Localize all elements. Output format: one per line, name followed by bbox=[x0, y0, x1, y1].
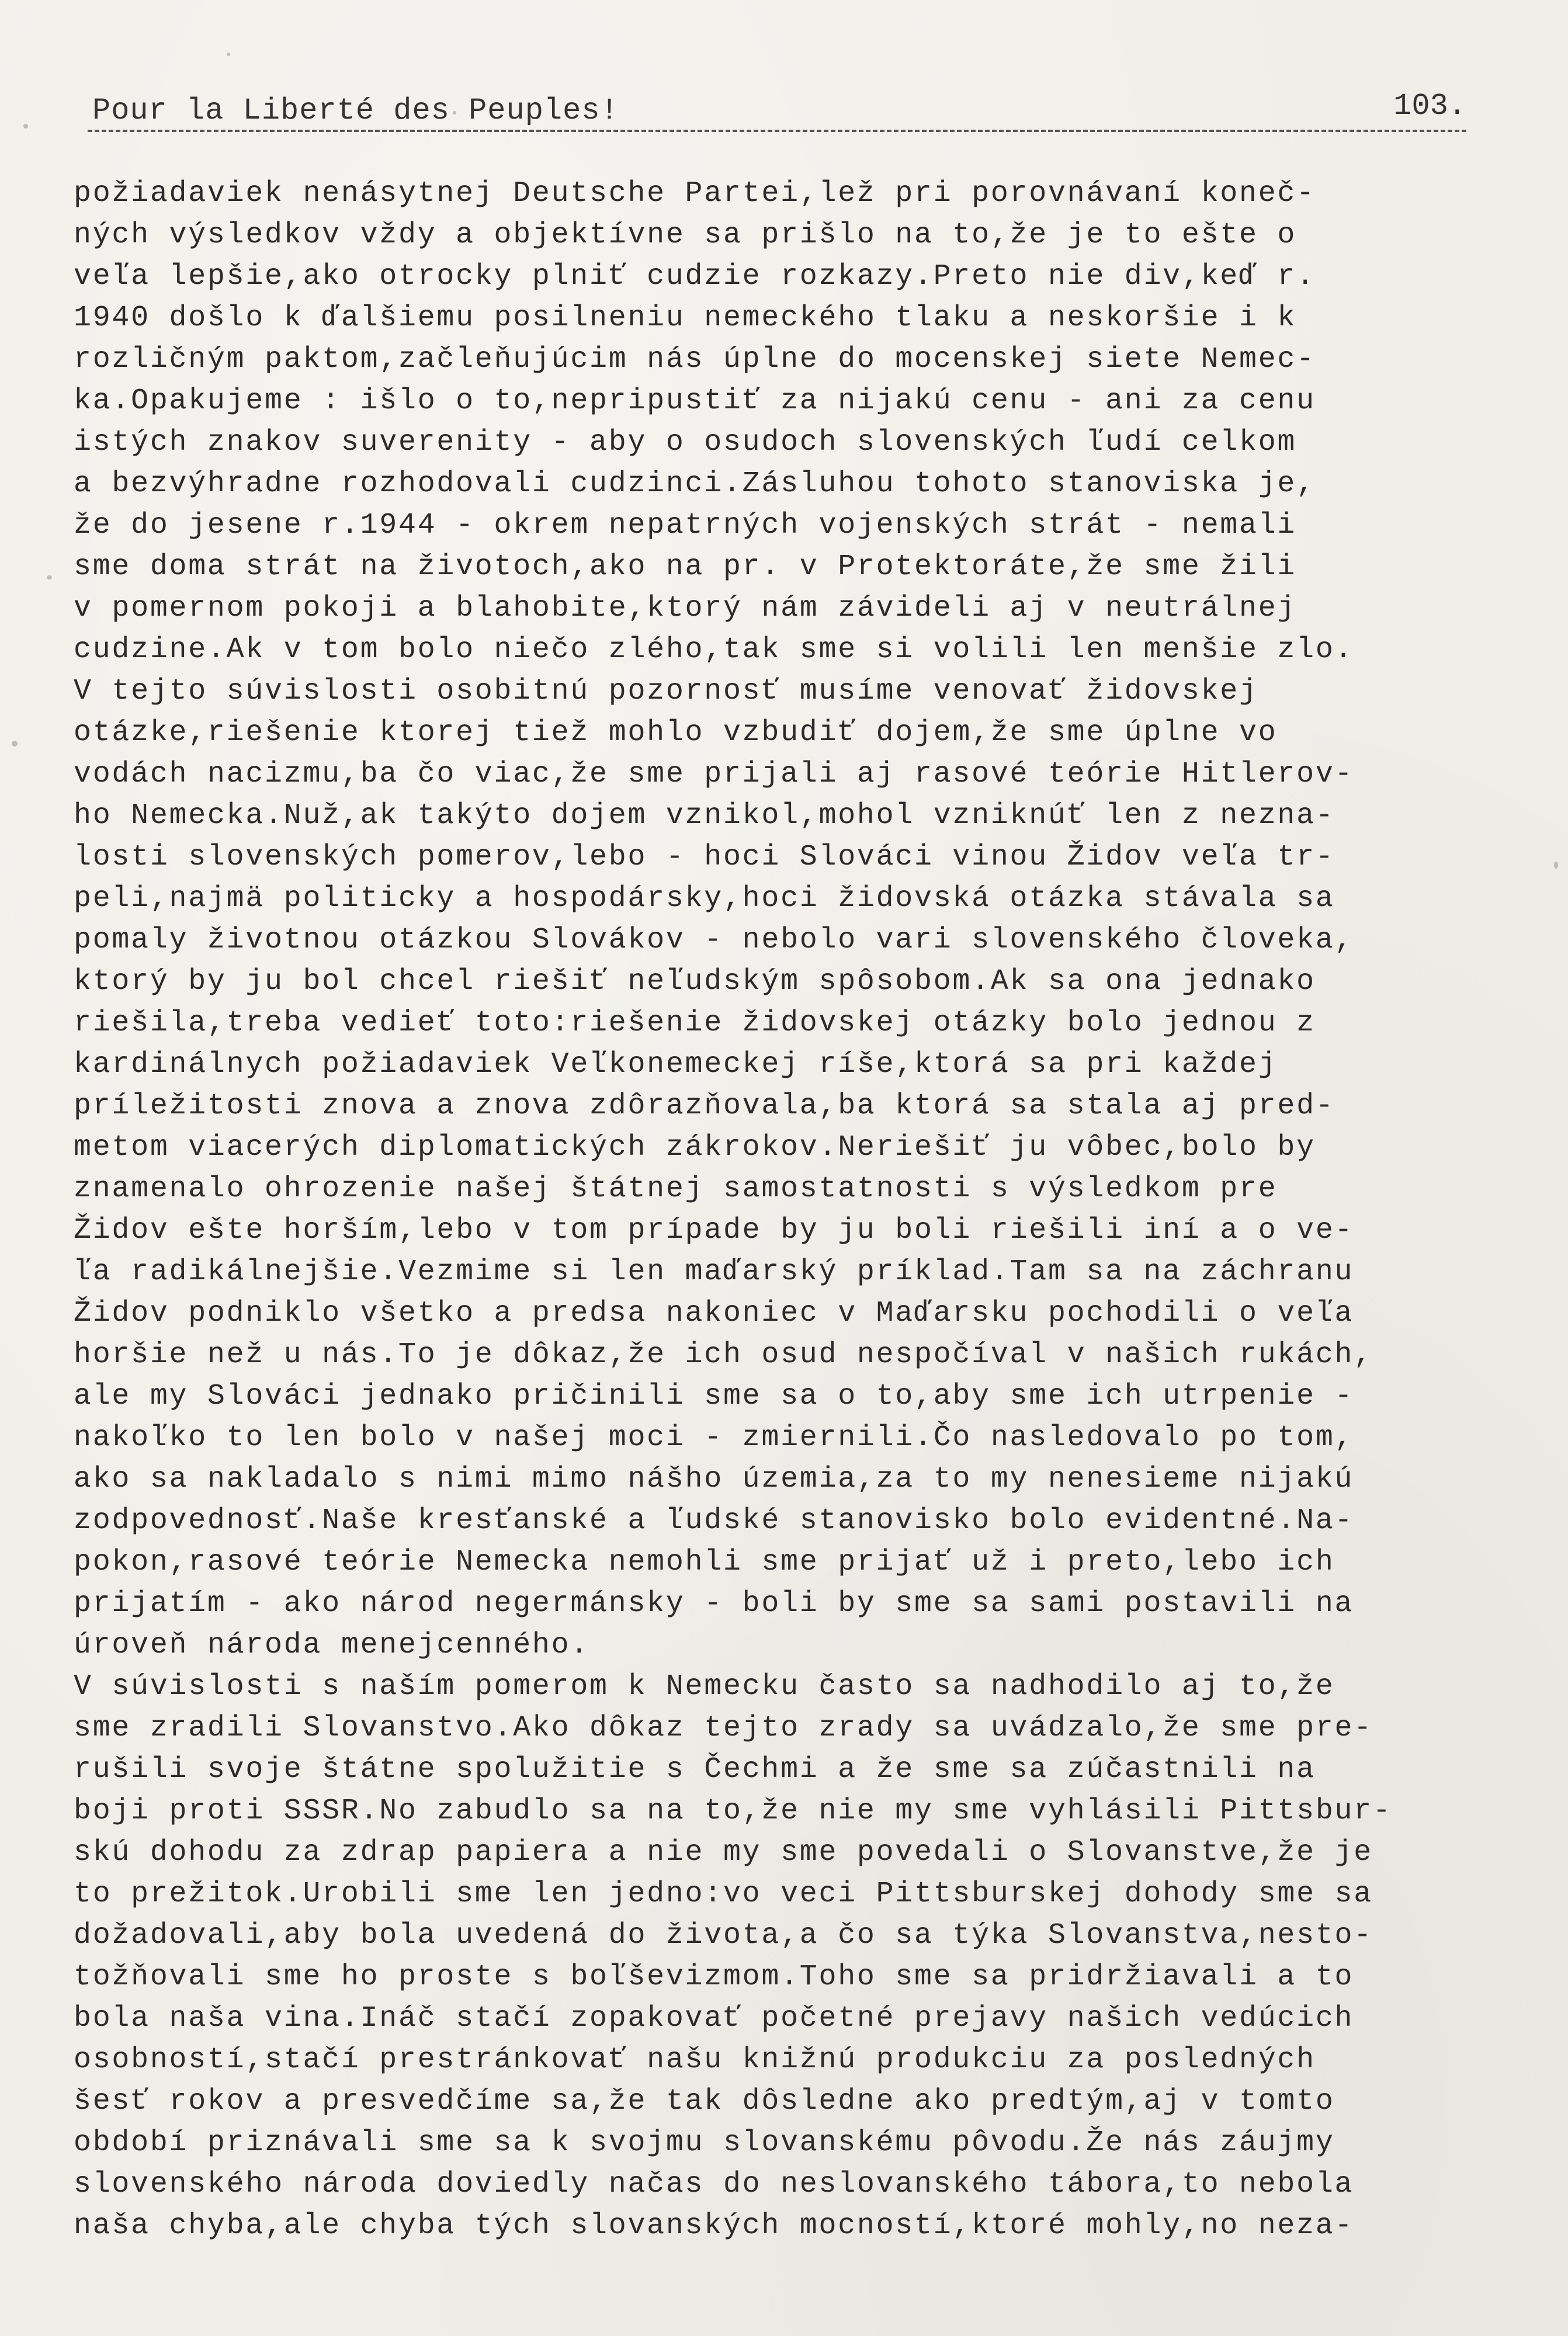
text-line: riešila,treba vedieť toto:riešenie židovskej otázky bolo jednou z bbox=[74, 1006, 1316, 1040]
text-line: istých znakov suverenity - aby o osudoch slovenských ľudí celkom bbox=[74, 426, 1297, 459]
text-line: Židov podniklo všetko a predsa nakoniec v Maďarsku pochodili o veľa bbox=[74, 1297, 1354, 1330]
text-line: prijatím - ako národ negermánsky - boli by sme sa sami postavili na bbox=[74, 1587, 1354, 1620]
header-dashed-rule bbox=[88, 130, 1466, 132]
text-line: pokon,rasové teórie Nemecka nemohli sme prijať už i preto,lebo ich bbox=[74, 1546, 1335, 1579]
text-line: úroveň národa menejcenného. bbox=[74, 1629, 590, 1662]
text-line: rozličným paktom,začleňujúcim nás úplne do mocenskej siete Nemec- bbox=[74, 343, 1316, 376]
paper-speck bbox=[227, 53, 230, 56]
page-number: 103. bbox=[1393, 89, 1466, 123]
text-line: príležitosti znova a znova zdôrazňovala,ba ktorá sa stala aj pred- bbox=[74, 1089, 1335, 1123]
text-line: ale my Slováci jednako pričinili sme sa o to,aby sme ich utrpenie - bbox=[74, 1380, 1354, 1413]
text-line: horšie než u nás.To je dôkaz,že ich osud nespočíval v našich rukách, bbox=[74, 1338, 1373, 1372]
text-line: V súvislosti s naším pomerom k Nemecku často sa nadhodilo aj to,že bbox=[74, 1670, 1335, 1703]
text-line: osobností,stačí prestránkovať našu knižnú produkciu za posledných bbox=[74, 2043, 1316, 2077]
text-line: Židov ešte horším,lebo v tom prípade by ju boli riešili iní a o ve- bbox=[74, 1214, 1354, 1247]
text-line: skú dohodu za zdrap papiera a nie my sme povedali o Slovanstve,že je bbox=[74, 1836, 1373, 1869]
text-line: losti slovenských pomerov,lebo - hoci Slováci vinou Židov veľa tr- bbox=[74, 841, 1335, 874]
text-line: a bezvýhradne rozhodovali cudzinci.Zásluhou tohoto stanoviska je, bbox=[74, 467, 1316, 501]
text-line: ho Nemecka.Nuž,ak takýto dojem vznikol,mohol vzniknúť len z nezna- bbox=[74, 799, 1335, 832]
text-line: kardinálnych požiadaviek Veľkonemeckej ríše,ktorá sa pri každej bbox=[74, 1048, 1278, 1081]
body-text bbox=[74, 173, 1534, 2247]
text-line: sme doma strát na životoch,ako na pr. v Protektoráte,že sme žili bbox=[74, 550, 1297, 584]
text-line: že do jesene r.1944 - okrem nepatrných vojenských strát - nemali bbox=[74, 509, 1297, 542]
text-line: ľa radikálnejšie.Vezmime si len maďarský príklad.Tam sa na záchranu bbox=[74, 1255, 1354, 1289]
text-line: cudzine.Ak v tom bolo niečo zlého,tak sme si volili len menšie zlo. bbox=[74, 633, 1354, 667]
text-line: vodách nacizmu,ba čo viac,že sme prijali aj rasové teórie Hitlerov- bbox=[74, 758, 1354, 791]
text-line: peli,najmä politicky a hospodársky,hoci židovská otázka stávala sa bbox=[74, 882, 1335, 915]
text-line: boji proti SSSR.No zabudlo sa na to,že nie my sme vyhlásili Pittsbur- bbox=[74, 1794, 1392, 1828]
paper-speck bbox=[47, 575, 52, 579]
text-line: V tejto súvislosti osobitnú pozornosť musíme venovať židovskej bbox=[74, 675, 1258, 708]
text-line: období priznávali sme sa k svojmu slovanskému pôvodu.Že nás záujmy bbox=[74, 2126, 1335, 2160]
text-line: metom viacerých diplomatických zákrokov.Neriešiť ju vôbec,bolo by bbox=[74, 1131, 1316, 1164]
text-line: naša chyba,ale chyba tých slovanských mocností,ktoré mohly,no neza- bbox=[74, 2209, 1354, 2243]
text-line: dožadovali,aby bola uvedená do života,a čo sa týka Slovanstva,nesto- bbox=[74, 1919, 1373, 1952]
page-header bbox=[88, 88, 1466, 134]
text-line: ktorý by ju bol chcel riešiť neľudským spôsobom.Ak sa ona jednako bbox=[74, 965, 1316, 998]
text-line: to prežitok.Urobili sme len jedno:vo veci Pittsburskej dohody sme sa bbox=[74, 1877, 1373, 1911]
text-line: rušili svoje štátne spolužitie s Čechmi a že sme sa zúčastnili na bbox=[74, 1753, 1316, 1786]
text-line: požiadaviek nenásytnej Deutsche Partei,lež pri porovnávaní koneč- bbox=[74, 177, 1316, 210]
text-line: zodpovednosť.Naše kresťanské a ľudské stanovisko bolo evidentné.Na- bbox=[74, 1504, 1354, 1537]
running-title: Pour la Liberté des Peuples! bbox=[92, 93, 619, 128]
text-line: bola naša vina.Ináč stačí zopakovať početné prejavy našich vedúcich bbox=[74, 2002, 1354, 2035]
text-line: šesť rokov a presvedčíme sa,že tak dôsledne ako predtým,aj v tomto bbox=[74, 2085, 1335, 2118]
text-line: otázke,riešenie ktorej tiež mohlo vzbudiť dojem,že sme úplne vo bbox=[74, 716, 1278, 749]
text-line: veľa lepšie,ako otrocky plniť cudzie rozkazy.Preto nie div,keď r. bbox=[74, 260, 1316, 293]
text-line: pomaly životnou otázkou Slovákov - nebolo vari slovenského človeka, bbox=[74, 924, 1354, 957]
text-line: ných výsledkov vždy a objektívne sa prišlo na to,že je to ešte o bbox=[74, 218, 1297, 252]
text-line: 1940 došlo k ďalšiemu posilneniu nemeckého tlaku a neskoršie i k bbox=[74, 301, 1297, 335]
text-line: v pomernom pokoji a blahobite,ktorý nám závideli aj v neutrálnej bbox=[74, 592, 1297, 625]
text-line: ka.Opakujeme : išlo o to,nepripustiť za nijakú cenu - ani za cenu bbox=[74, 384, 1316, 418]
text-line: ako sa nakladalo s nimi mimo nášho územia,za to my nenesieme nijakú bbox=[74, 1463, 1354, 1496]
text-line: sme zradili Slovanstvo.Ako dôkaz tejto zrady sa uvádzalo,že sme pre- bbox=[74, 1712, 1373, 1745]
paper-speck bbox=[12, 741, 18, 747]
text-line: znamenalo ohrozenie našej štátnej samostatnosti s výsledkom pre bbox=[74, 1172, 1278, 1206]
text-line: nakoľko to len bolo v našej moci - zmiernili.Čo nasledovalo po tom, bbox=[74, 1421, 1354, 1455]
text-line: tožňovali sme ho proste s boľševizmom.Toho sme sa pridržiavali a to bbox=[74, 1960, 1354, 1994]
text-line: slovenského národa doviedly načas do neslovanského tábora,to nebola bbox=[74, 2168, 1354, 2201]
paper-speck bbox=[23, 124, 28, 129]
paper-speck bbox=[1554, 862, 1558, 869]
